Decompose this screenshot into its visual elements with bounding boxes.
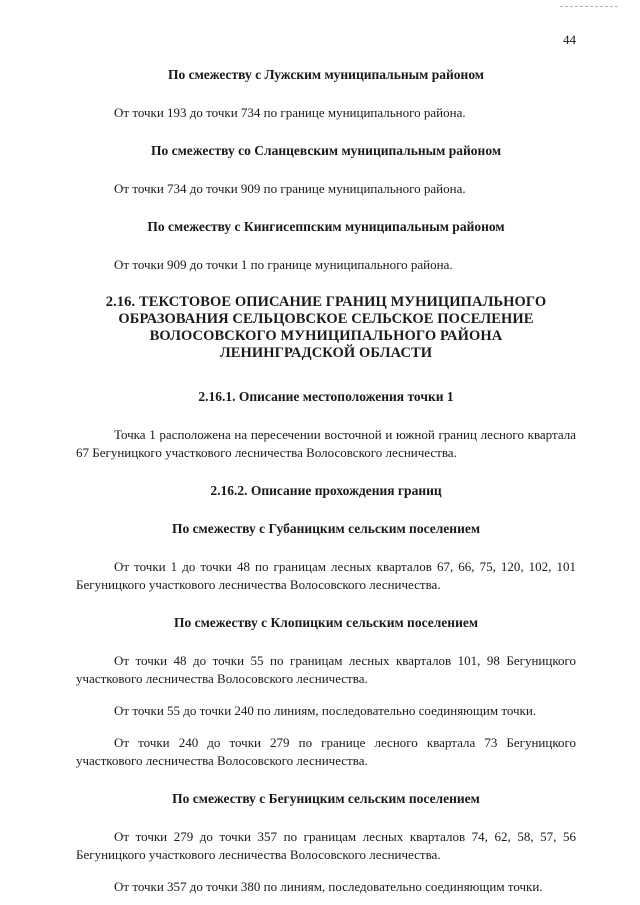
heading-slantsy: По смежеству со Сланцевским муниципальным районом (150, 143, 502, 158)
section-title-line: ВОЛОСОВСКОГО МУНИЦИПАЛЬНОГО РАЙОНА (149, 328, 503, 344)
heading-kingisepp: По смежеству с Кингисеппским муниципальным районом (147, 219, 505, 234)
paragraph: От точки 279 до точки 357 по границам лесных кварталов 74, 62, 58, 57, 56 Бегуницкого участкового лесничества Волосовского лесничества. (76, 829, 576, 862)
document-body (76, 66, 576, 896)
heading-gubanitsy: По смежеству с Губаницким сельским поселением (171, 521, 481, 536)
paragraph: От точки 55 до точки 240 по линиям, последовательно соединяющим точки. (114, 703, 537, 718)
page-number: 44 (563, 32, 576, 47)
section-title-line: 2.16. ТЕКСТОВОЕ ОПИСАНИЕ ГРАНИЦ МУНИЦИПАЛЬНОГО (105, 294, 547, 310)
paragraph: От точки 1 до точки 48 по границам лесных кварталов 67, 66, 75, 120, 102, 101 Бегуницкого участкового лесничества Волосовского лесничества. (76, 559, 576, 592)
heading-klopitsy: По смежеству с Клопицким сельским поселением (173, 615, 479, 630)
subsection-heading: 2.16.2. Описание прохождения границ (210, 483, 442, 498)
subsection-heading: 2.16.1. Описание местоположения точки 1 (198, 389, 454, 404)
paragraph: От точки 357 до точки 380 по линиям, последовательно соединяющим точки. (114, 879, 543, 894)
paragraph: Точка 1 расположена на пересечении восточной и южной границ лесного квартала 67 Бегуницкого участкового лесничества Волосовского лесничества. (76, 427, 576, 460)
heading-begunitsy: По смежеству с Бегуницким сельским поселением (172, 791, 480, 806)
paragraph: От точки 240 до точки 279 по границе лесного квартала 73 Бегуницкого участкового лесничества Волосовского лесничества. (76, 735, 576, 768)
scan-artifact (560, 6, 618, 8)
section-title-line: ЛЕНИНГРАДСКОЙ ОБЛАСТИ (219, 345, 433, 361)
section-title (76, 294, 576, 362)
paragraph: От точки 909 до точки 1 по границе муниципального района. (114, 257, 453, 272)
paragraph: От точки 734 до точки 909 по границе муниципального района. (114, 181, 466, 196)
heading-luga: По смежеству с Лужским муниципальным районом (167, 67, 485, 82)
paragraph: От точки 48 до точки 55 по границам лесных кварталов 101, 98 Бегуницкого участкового лесничества Волосовского лесничества. (76, 653, 576, 686)
paragraph: От точки 193 до точки 734 по границе муниципального района. (114, 105, 466, 120)
section-title-line: ОБРАЗОВАНИЯ СЕЛЬЦОВСКОЕ СЕЛЬСКОЕ ПОСЕЛЕНИЕ (118, 311, 534, 327)
